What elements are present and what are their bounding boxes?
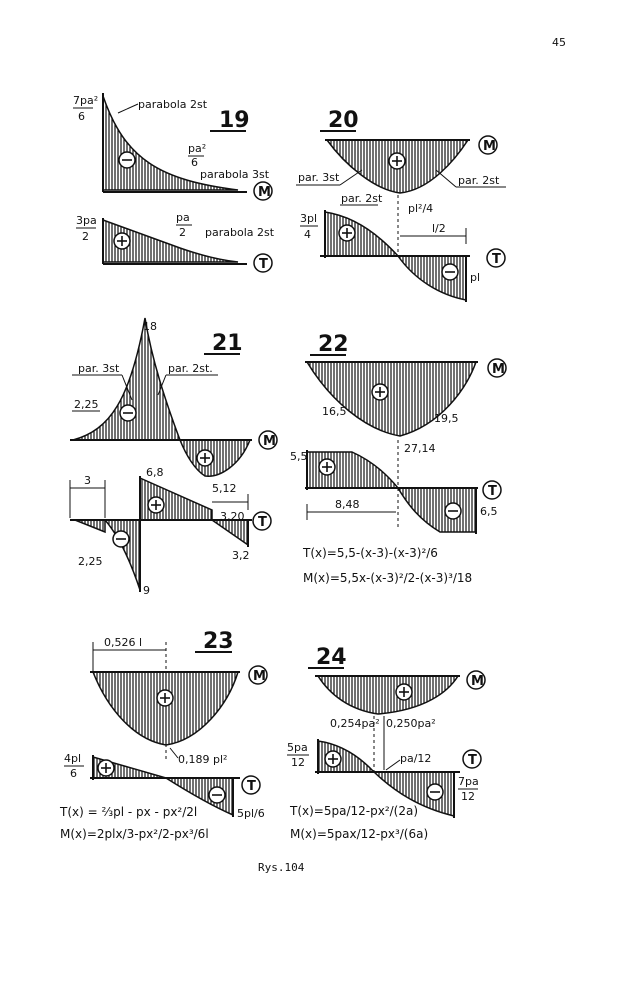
d21-dim3: 3 <box>84 474 91 487</box>
d20-shear-area <box>325 212 398 256</box>
d23-eq-t: T(x) = ⅔pl - px - px²/2l <box>60 805 198 819</box>
d19-plus-icon <box>114 233 130 249</box>
d19-m-par2: parabola 2st <box>138 98 208 111</box>
d23-plus-icon <box>157 690 173 706</box>
d23-moment-area <box>93 672 238 745</box>
d22-plus-icon-t <box>319 459 335 475</box>
d22-v55: 5,5 <box>290 450 308 463</box>
d21-v225: 2,25 <box>74 398 99 411</box>
d19-t-mid: pa <box>176 211 190 224</box>
d24-m-symbol: M <box>471 674 484 689</box>
d21-moment-area-neg <box>180 440 250 476</box>
figure-caption: Rys.104 <box>258 861 305 874</box>
d24-v254: 0,254pa² <box>330 717 380 730</box>
diagram-20 <box>296 108 506 302</box>
d24-t-right: 7pa <box>458 775 479 788</box>
d24-t-right-den: 12 <box>461 790 475 803</box>
d19-t-left: 3pa <box>76 214 97 227</box>
d23-t-right: 5pl/6 <box>237 807 265 820</box>
d23-m-symbol: M <box>253 669 266 684</box>
d22-v848: 8,48 <box>335 498 360 511</box>
diagram-22 <box>290 332 506 585</box>
d24-minus-icon <box>427 784 443 800</box>
diagram-21-number: 21 <box>212 331 243 356</box>
d21-peak: 18 <box>143 320 157 333</box>
d19-t-symbol: T <box>259 257 268 272</box>
d24-eq-m: M(x)=5pax/12-px³/(6a) <box>290 827 429 841</box>
d19-m-top: 7pa² <box>73 94 99 107</box>
d22-v65: 6,5 <box>480 505 498 518</box>
d20-par2-top: par. 2st <box>341 192 383 205</box>
d22-v2714: 27,14 <box>404 442 436 455</box>
d21-v32: 3,2 <box>232 549 250 562</box>
d23-t-symbol: T <box>247 779 256 794</box>
d20-pl24: pl²/4 <box>408 202 434 215</box>
d19-m-symbol: M <box>258 185 271 200</box>
d23-t-left: 4pl <box>64 752 82 765</box>
d24-moment-area <box>318 676 458 714</box>
d21-t-symbol: T <box>258 515 267 530</box>
d24-t-mid: pa/12 <box>400 752 432 765</box>
d24-t-left-den: 12 <box>291 756 305 769</box>
diagram-23-number: 23 <box>203 629 234 654</box>
d24-v250: 0,250pa² <box>386 717 436 730</box>
d22-minus-icon <box>445 503 461 519</box>
d20-par3: par. 3st <box>298 171 340 184</box>
d20-t-symbol: T <box>492 252 501 267</box>
d21-v225b: 2,25 <box>78 555 103 568</box>
diagram-20-number: 20 <box>328 108 359 133</box>
d21-minus-icon <box>120 405 136 421</box>
d23-minus-icon <box>209 787 225 803</box>
d21-par3: par. 3st <box>78 362 120 375</box>
d22-t-symbol: T <box>488 484 497 499</box>
diagram-24 <box>287 645 485 841</box>
d24-plus-icon <box>396 684 412 700</box>
diagram-19 <box>73 93 275 272</box>
d19-m-mid: pa² <box>188 142 207 155</box>
d19-m-top-den: 6 <box>78 110 85 123</box>
diagram-23 <box>59 629 267 841</box>
d19-t-mid-den: 2 <box>179 226 186 239</box>
d21-v9: 9 <box>143 584 150 597</box>
d20-m-symbol: M <box>483 139 496 154</box>
d22-v165: 16,5 <box>322 405 347 418</box>
d23-eq-m: M(x)=2plx/3-px²/2-px³/6l <box>60 827 209 841</box>
d19-m-par3: parabola 3st <box>200 168 270 181</box>
d20-minus-icon <box>442 264 458 280</box>
d22-shear-neg <box>398 488 476 532</box>
d23-dim: 0,526 l <box>104 636 143 649</box>
diagram-21 <box>70 318 277 597</box>
d19-m-mid-den: 6 <box>191 156 198 169</box>
d20-par2-right: par. 2st <box>458 174 500 187</box>
d23-t-left-den: 6 <box>70 767 77 780</box>
diagram-19-number: 19 <box>219 108 250 133</box>
diagram-22-number: 22 <box>318 332 349 357</box>
d21-v512: 5,12 <box>212 482 237 495</box>
d21-shear-neg-left <box>75 520 105 532</box>
d23-plus-icon-t <box>98 760 114 776</box>
d20-t-right: pl <box>470 271 481 284</box>
d20-plus-icon-t <box>339 225 355 241</box>
d21-plus-icon <box>197 450 213 466</box>
d20-l2: l/2 <box>432 222 446 235</box>
d20-plus-icon <box>389 153 405 169</box>
d21-v68: 6,8 <box>146 466 164 479</box>
d19-t-left-den: 2 <box>82 230 89 243</box>
d21-plus-icon-t <box>148 497 164 513</box>
d22-eq-t: T(x)=5,5-(x-3)-(x-3)²/6 <box>303 546 438 560</box>
d21-minus-icon-t <box>113 531 129 547</box>
d19-minus-icon <box>119 152 135 168</box>
diagram-24-number: 24 <box>316 645 347 670</box>
d19-t-par2: parabola 2st <box>205 226 275 239</box>
d21-par2: par. 2st. <box>168 362 213 375</box>
d22-plus-icon <box>372 384 388 400</box>
d24-t-left: 5pa <box>287 741 308 754</box>
d22-m-symbol: M <box>492 362 505 377</box>
d21-v320: 3,20 <box>220 510 245 523</box>
d24-t-symbol: T <box>468 753 477 768</box>
d20-t-left-den: 4 <box>304 228 311 241</box>
d21-m-symbol: M <box>263 434 276 449</box>
d24-plus-icon-t <box>325 751 341 767</box>
d22-v195: 19,5 <box>434 412 459 425</box>
d22-eq-m: M(x)=5,5x-(x-3)²/2-(x-3)³/18 <box>303 571 473 585</box>
d20-t-left: 3pl <box>300 212 318 225</box>
d23-vm: 0,189 pl² <box>178 753 228 766</box>
d21-shear-neg-right <box>212 520 248 545</box>
page-number: 45 <box>552 36 566 49</box>
d24-eq-t: T(x)=5pa/12-px²/(2a) <box>290 804 419 818</box>
